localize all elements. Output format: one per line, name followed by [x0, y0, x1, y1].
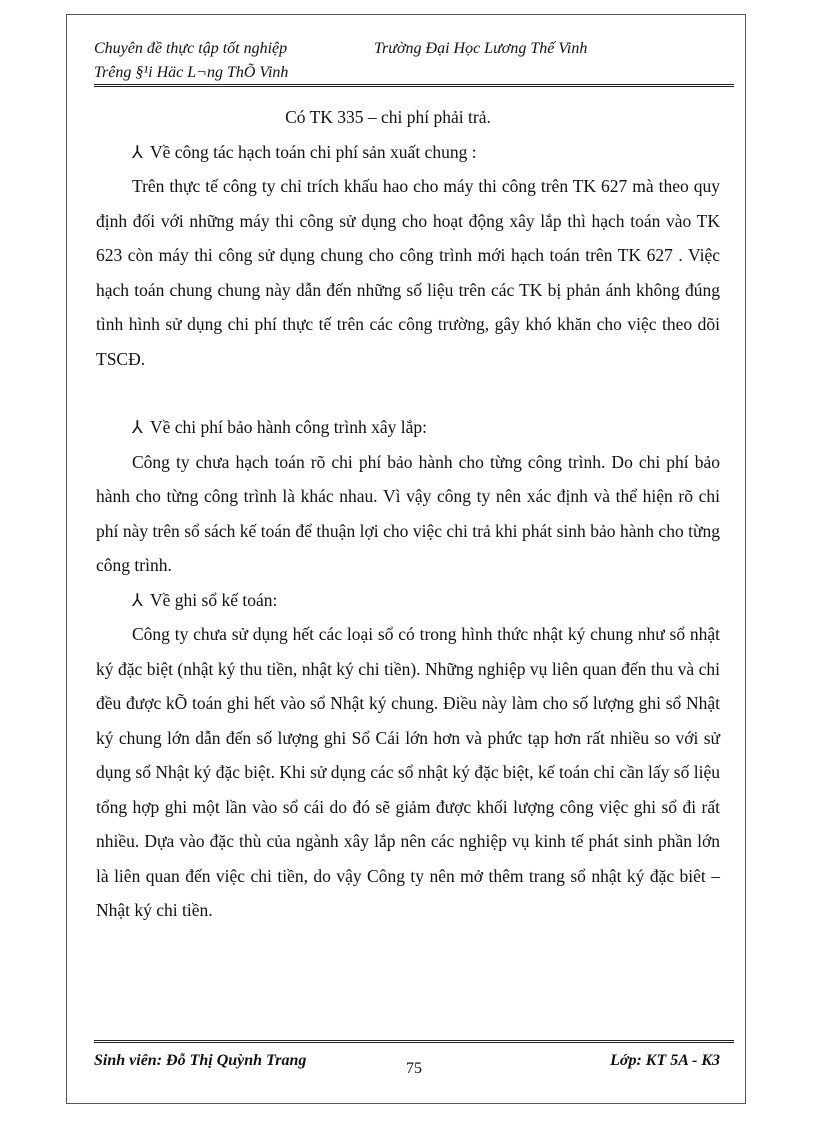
page-content [96, 100, 720, 928]
section3-heading [96, 583, 720, 618]
footer-divider [94, 1040, 734, 1043]
section1-paragraph: Trên thực tế công ty chỉ trích khấu hao cho máy thi công trên TK 627 mà theo quy định đối với những máy thi công sử dụng cho hoạt động xây lắp thì hạch toán vào TK 623 còn máy thi công sử dụng chung cho công trình mới hạch toán trên TK 627 . Việc hạch toán chung chung này dẫn đến những số liệu trên các TK bị phản ánh không đúng tình hình sử dụng chi phí thực tế trên các công trường, gây khó khăn cho việc theo dõi TSCĐ. [96, 176, 720, 369]
section2-paragraph: Công ty chưa hạch toán rõ chi phí bảo hành cho từng công trình. Do chi phí bảo hành cho từng công trình là khác nhau. Vì vậy công ty nên xác định và thể hiện rõ chi phí này trên sổ sách kế toán để thuận lợi cho việc chi trả khi phát sinh bảo hành cho từng công trình. [96, 451, 720, 575]
footer-class: Lớp: KT 5A - K3 [610, 1052, 720, 1069]
header-school-garbled: Trêng §¹i Häc L¬ng ThÕ Vinh [94, 64, 289, 81]
section3-paragraph: Công ty chưa sử dụng hết các loại sổ có trong hình thức nhật ký chung như sổ nhật ký đặc biệt (nhật ký thu tiền, nhật ký chi tiền). Những nghiệp vụ liên quan đến thu và chi đều được kÕ toán ghi hết vào sổ Nhật ký chung. Điều này làm cho số lượng ghi sổ Nhật ký chung lớn dẫn đến số lượng ghi Sổ Cái lớn hơn và phức tạp hơn rất nhiều so với sử dụng sổ Nhật ký đặc biệt. Khi sử dụng các sổ nhật ký đặc biệt, kế toán chỉ cần lấy số liệu tổng hợp ghi một lần vào sổ cái do đó sẽ giảm được khối lượng công việc ghi sổ đi rất nhiều. Dựa vào đặc thù của ngành xây lắp nên các nghiệp vụ kinh tế phát sinh phần lớn là liên quan đến việc chi tiền, do vậy Công ty nên mở thêm trang sổ nhật ký đặc biêt – Nhật ký chi tiền. [96, 624, 720, 920]
header-topic: Chuyên đề thực tập tốt nghiệp [94, 40, 288, 57]
section2-heading [96, 410, 720, 445]
page-header [94, 37, 734, 85]
footer-student: Sinh viên: Đỗ Thị Quỳnh Trang [94, 1052, 307, 1069]
page-footer [94, 1048, 720, 1078]
line-tk335: Có TK 335 – chi phí phải trả. [285, 107, 491, 127]
bullet-icon: ⅄ [132, 589, 143, 610]
section1-title: Về công tác hạch toán chi phí sản xuất chung : [150, 141, 477, 162]
section2-title: Về chi phí bảo hành công trình xây lắp: [150, 417, 428, 437]
header-school: Trường Đại Học Lương Thế Vinh [374, 40, 588, 57]
bullet-icon: ⅄ [132, 417, 143, 437]
section1-heading [96, 135, 720, 170]
bullet-icon: ⅄ [132, 141, 143, 162]
header-divider [94, 84, 734, 87]
section3-title: Về ghi sổ kế toán: [150, 589, 278, 610]
page-number: 75 [406, 1060, 422, 1077]
